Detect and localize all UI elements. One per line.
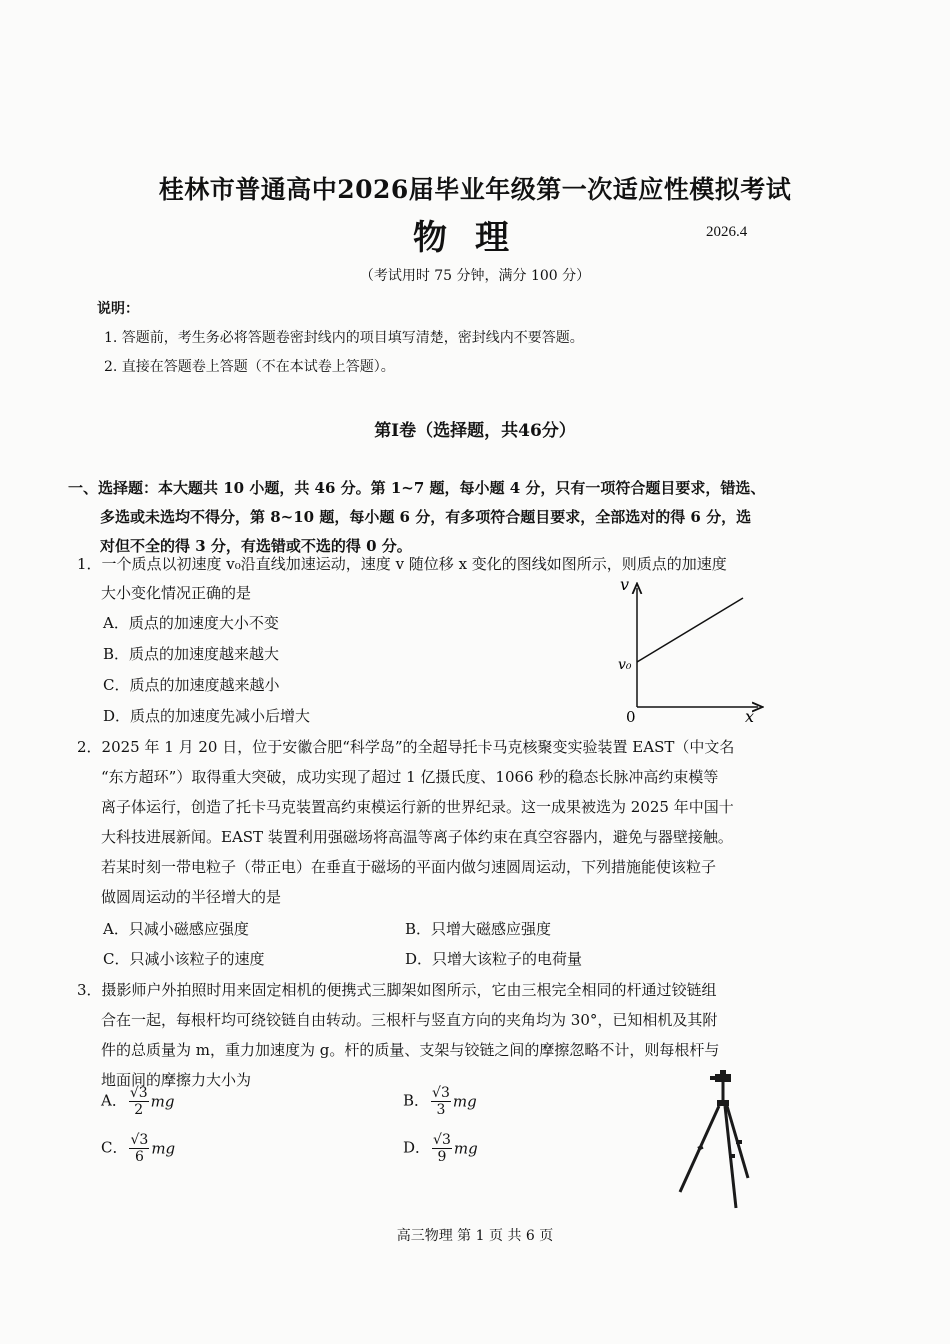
question-2-option-c: C．只减小该粒子的速度 xyxy=(103,950,265,968)
question-2-stem-cont: “东方超环”）取得重大突破，成功实现了超过 1 亿摄氏度、1066 秒的稳态长脉冲高约束模等 xyxy=(101,768,719,786)
graph-origin-label: 0 xyxy=(626,708,636,726)
question-2-stem-cont: 做圆周运动的半径增大的是 xyxy=(101,888,282,906)
mg-symbol: mg xyxy=(453,1139,478,1158)
graph-y-label: v xyxy=(620,575,630,594)
question-1-option-c: C．质点的加速度越来越小 xyxy=(103,676,280,694)
section-line: 对但不全的得 3 分，有选错或不选的得 0 分。 xyxy=(100,537,412,555)
question-2-stem-cont: 离子体运行，创造了托卡马克装置高约束模运行新的世界纪录。这一成果被选为 2025 年中国十 xyxy=(101,798,734,816)
page-footer: 高三物理 第 1 页 共 6 页 xyxy=(396,1228,554,1244)
question-2-stem-cont: 大科技进展新闻。EAST 装置利用强磁场将高温等离子体约束在真空容器内，避免与器壁接触。 xyxy=(101,828,733,846)
question-3-option-a xyxy=(101,1085,175,1118)
fraction xyxy=(129,1085,149,1118)
mg-symbol: mg xyxy=(150,1092,175,1111)
section-instructions xyxy=(68,474,808,561)
fraction xyxy=(432,1132,452,1165)
graph-intercept-label: v₀ xyxy=(618,657,632,673)
option-letter: A． xyxy=(101,1091,127,1110)
option-letter: B． xyxy=(403,1091,430,1110)
fraction-numerator: √3 xyxy=(129,1085,148,1101)
option-letter: C． xyxy=(101,1138,128,1157)
option-letter: D． xyxy=(403,1138,431,1157)
mg-symbol: mg xyxy=(452,1092,477,1111)
fraction xyxy=(431,1085,451,1118)
question-3-option-c xyxy=(101,1132,175,1165)
fraction-denominator: 6 xyxy=(134,1149,144,1165)
graph-x-label: x xyxy=(745,707,755,726)
question-3-option-b xyxy=(403,1085,477,1118)
question-1-stem-cont: 大小变化情况正确的是 xyxy=(101,584,252,602)
fraction-denominator: 2 xyxy=(134,1102,144,1118)
question-3-option-d xyxy=(403,1132,478,1165)
question-2-stem-cont: 若某时刻一带电粒子（带正电）在垂直于磁场的平面内做匀速圆周运动，下列措施能使该粒子 xyxy=(101,858,717,876)
question-1-option-a: A．质点的加速度大小不变 xyxy=(103,614,279,632)
question-2-option-a: A．只减小磁感应强度 xyxy=(103,920,249,938)
note-item: 1. 答题前，考生务必将答题卷密封线内的项目填写清楚，密封线内不要答题。 xyxy=(104,330,584,346)
graph-line xyxy=(637,598,743,662)
section-line: 多选或未选均不得分，第 8~10 题，每小题 6 分，有多项符合题目要求，全部选对的得 6 分，选 xyxy=(100,508,752,526)
subject-title: 物理 xyxy=(413,218,537,258)
exam-title: 桂林市普通高中2026届毕业年级第一次适应性模拟考试 xyxy=(158,175,792,204)
question-3-stem-cont: 地面间的摩擦力大小为 xyxy=(101,1071,252,1089)
tripod-camera-head xyxy=(715,1074,731,1082)
question-1-option-d: D．质点的加速度先减小后增大 xyxy=(103,707,311,725)
tripod-illustration xyxy=(670,1068,770,1213)
question-2-option-b: B．只增大磁感应强度 xyxy=(405,920,552,938)
fraction-denominator: 9 xyxy=(437,1149,447,1165)
fraction-numerator: √3 xyxy=(130,1132,149,1148)
question-3-stem: 3．摄影师户外拍照时用来固定相机的便携式三脚架如图所示，它由三根完全相同的杆通过铰链组 xyxy=(77,981,717,999)
question-1-option-b: B．质点的加速度越来越大 xyxy=(103,645,280,663)
fraction xyxy=(129,1132,149,1165)
question-3-stem-cont: 合在一起，每根杆均可绕铰链自由转动。三根杆与竖直方向的夹角均为 30°，已知相机及其附 xyxy=(101,1011,718,1029)
mg-symbol: mg xyxy=(151,1139,176,1158)
exam-date: 2026.4 xyxy=(706,224,748,240)
question-2-stem: 2．2025 年 1 月 20 日，位于安徽合肥“科学岛”的全超导托卡马克核聚变实验装置 EAST（中文名 xyxy=(77,738,735,756)
time-note: （考试用时 75 分钟，满分 100 分） xyxy=(359,268,591,284)
question-1-stem: 1．一个质点以初速度 v₀沿直线加速运动，速度 v 随位移 x 变化的图线如图所示，则质点的加速度 xyxy=(77,555,727,573)
question-2-option-d: D．只增大该粒子的电荷量 xyxy=(405,950,583,968)
part-title: 第Ⅰ卷（选择题，共46分） xyxy=(374,421,576,441)
fraction-denominator: 3 xyxy=(436,1102,446,1118)
fraction-numerator: √3 xyxy=(432,1085,450,1101)
section-line: 一、选择题：本大题共 10 小题，共 46 分。第 1~7 题，每小题 4 分，只有一项符合题目要求，错选、 xyxy=(68,479,766,497)
notes-heading: 说明： xyxy=(97,301,139,317)
question-3-stem-cont: 件的总质量为 m，重力加速度为 g。杆的质量、支架与铰链之间的摩擦忽略不计，则每根杆与 xyxy=(101,1041,720,1059)
note-item: 2. 直接在答题卷上答题（不在本试卷上答题）。 xyxy=(104,359,395,375)
fraction-numerator: √3 xyxy=(433,1132,451,1148)
velocity-displacement-graph xyxy=(610,574,770,724)
